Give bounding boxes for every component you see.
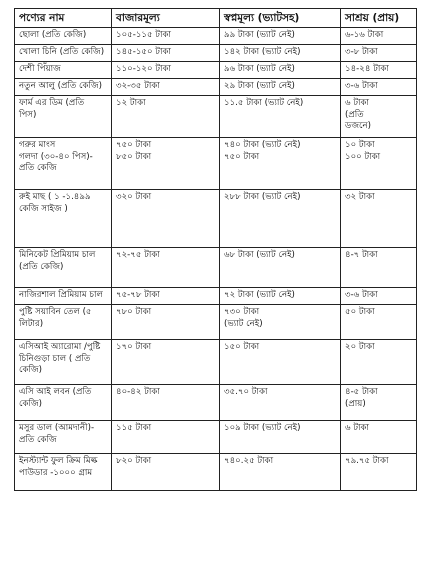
cell-text-line: নতুন আলু (প্রতি কেজি) [19, 81, 103, 92]
cell-text-line: ১০৫-১১৫ টাকা [116, 30, 171, 41]
cell-text-line: ৭৩০ টাকা [224, 307, 260, 318]
table-row [15, 79, 417, 96]
cell-text-line: নাজিরশাল প্রিমিয়াম চাল [19, 290, 103, 301]
table-body [15, 28, 417, 491]
market-price-cell [112, 248, 220, 288]
cell-text-line: ৭৫০ টাকা [116, 140, 152, 151]
cell-text-line: ছোলা (প্রতি কেজি) [19, 30, 87, 41]
cell-text-line: ১১৫ টাকা [116, 423, 152, 434]
cell-text-line: ৭৫-৭৮ টাকা [116, 290, 160, 301]
market-price-cell [112, 45, 220, 62]
market-price-cell [112, 421, 220, 454]
item-name-cell [15, 454, 112, 491]
table-row [15, 62, 417, 79]
saving-cell [341, 248, 417, 288]
saving-cell [341, 28, 417, 45]
cell-text-line: ৭৮০ টাকা [116, 307, 152, 318]
market-price-cell [112, 79, 220, 96]
cell-text-line: ৭২ টাকা (ভ্যাট নেই) [224, 290, 295, 301]
cell-text-line: ৮২০ টাকা [116, 456, 152, 467]
cell-text-line: ৪-৫ টাকা [345, 387, 378, 398]
shwapno-price-cell [220, 385, 341, 421]
table-header [15, 9, 417, 28]
cell-text-line: ১০ টাকা [345, 140, 375, 151]
table-row [15, 96, 417, 138]
item-name-cell [15, 28, 112, 45]
cell-text-line: ৬ টাকা [345, 423, 369, 434]
saving-cell [341, 138, 417, 190]
cell-text-line: দেশী পিঁয়াজ [19, 64, 61, 75]
shwapno-price-cell [220, 190, 341, 248]
cell-text-line: ফার্ম এর ডিম (প্রতি [19, 98, 85, 109]
saving-cell [341, 340, 417, 385]
table-row [15, 305, 417, 340]
cell-text-line: মিনিকেট প্রিমিয়াম চাল [19, 250, 96, 261]
header-row [15, 9, 417, 28]
cell-text-line: ৬-১৬ টাকা [345, 30, 384, 41]
cell-text-line: ৪০-৪২ টাকা [116, 387, 160, 398]
item-name-cell [15, 62, 112, 79]
cell-text-line: ১৭০ টাকা [116, 342, 152, 353]
item-name-cell [15, 385, 112, 421]
cell-text-line: রুই মাছ ( ১ -১.৪৯৯ [19, 192, 91, 203]
cell-text-line: এসি আই লবন (প্রতি [19, 387, 92, 398]
cell-text-line: পাউডার -১০০০ গ্রাম [19, 467, 93, 478]
cell-text-line: ৩-৬ টাকা [345, 290, 378, 301]
saving-cell [341, 79, 417, 96]
cell-text-line: মসুর ডাল (আমদানী)- [19, 423, 95, 434]
cell-text-line: প্রতি কেজি [19, 162, 57, 173]
cell-text-line: চিনিগুড়া চাল ( প্রতি [19, 353, 91, 364]
cell-text-line: ৪-৭ টাকা [345, 250, 378, 261]
market-price-cell [112, 385, 220, 421]
shwapno-price-cell [220, 28, 341, 45]
cell-text-line: এসিআই অ্যারোমা /পুষ্টি [19, 342, 101, 353]
cell-text-line: ১৪-২৪ টাকা [345, 64, 389, 75]
cell-text-line: ৩২-৩৫ টাকা [116, 81, 160, 92]
header-market-price: বাজারমূল্য [112, 9, 220, 28]
table-row [15, 190, 417, 248]
cell-text-line: ৯৯ টাকা (ভ্যাট নেই) [224, 30, 295, 41]
cell-text-line: ডজনে) [345, 120, 371, 131]
cell-text-line: ১৪২ টাকা (ভ্যাট নেই) [224, 47, 301, 58]
item-name-cell [15, 45, 112, 62]
cell-text-line: ৯৬ টাকা (ভ্যাট নেই) [224, 64, 295, 75]
cell-text-line: কেজি) [19, 398, 42, 409]
table-row [15, 454, 417, 491]
cell-text-line: ১১.৫ টাকা (ভ্যাট নেই) [224, 98, 304, 109]
cell-text-line: (প্রতি [345, 109, 364, 120]
market-price-cell [112, 340, 220, 385]
cell-text-line: খোলা চিনি (প্রতি কেজি) [19, 47, 105, 58]
item-name-cell [15, 138, 112, 190]
cell-text-line: (প্রতি কেজি) [19, 261, 64, 272]
cell-text-line: পিস) [19, 109, 37, 120]
header-shwapno-price: স্বপ্নমূল্য (ভ্যাটসহ) [220, 9, 341, 28]
price-comparison-table [14, 8, 417, 491]
shwapno-price-cell [220, 305, 341, 340]
cell-text-line: কেজি সাইজ ) [19, 203, 68, 214]
saving-cell [341, 96, 417, 138]
header-item-name: পণ্যের নাম [15, 9, 112, 28]
cell-text-line: ৩২ টাকা [345, 192, 375, 203]
cell-text-line: ২৯ টাকা (ভ্যাট নেই) [224, 81, 295, 92]
market-price-cell [112, 62, 220, 79]
cell-text-line: ১৪৫-১৫০ টাকা [116, 47, 171, 58]
cell-text-line: (ভ্যাট নেই) [224, 318, 263, 329]
cell-text-line: ১৫০ টাকা [224, 342, 260, 353]
market-price-cell [112, 28, 220, 45]
table-row [15, 385, 417, 421]
item-name-cell [15, 340, 112, 385]
saving-cell [341, 288, 417, 305]
cell-text-line: ২০ টাকা [345, 342, 375, 353]
cell-text-line: ৩-৬ টাকা [345, 81, 378, 92]
cell-text-line: ৩৫.৭০ টাকা [224, 387, 268, 398]
saving-cell [341, 62, 417, 79]
item-name-cell [15, 190, 112, 248]
item-name-cell [15, 96, 112, 138]
saving-cell [341, 45, 417, 62]
cell-text-line: ১০০ টাকা [345, 151, 381, 162]
shwapno-price-cell [220, 340, 341, 385]
table-row [15, 340, 417, 385]
market-price-cell [112, 190, 220, 248]
market-price-cell [112, 138, 220, 190]
cell-text-line: ৩২০ টাকা [116, 192, 152, 203]
market-price-cell [112, 305, 220, 340]
saving-cell [341, 421, 417, 454]
cell-text-line: ১১০-১২০ টাকা [116, 64, 172, 75]
market-price-cell [112, 96, 220, 138]
shwapno-price-cell [220, 454, 341, 491]
cell-text-line: ৭২-৭৫ টাকা [116, 250, 160, 261]
table-row [15, 288, 417, 305]
table-row [15, 421, 417, 454]
cell-text-line: ৮৫০ টাকা [116, 151, 152, 162]
cell-text-line: গলদা (৩০-৪০ পিস)- [19, 151, 93, 162]
cell-text-line: ৫০ টাকা [345, 307, 375, 318]
cell-text-line: ১২ টাকা [116, 98, 146, 109]
shwapno-price-cell [220, 62, 341, 79]
cell-text-line: গরুর মাংস [19, 140, 56, 151]
cell-text-line: পুষ্টি সয়াবিন তেল (৫ [19, 307, 92, 318]
shwapno-price-cell [220, 96, 341, 138]
cell-text-line: ৭৯.৭৫ টাকা [345, 456, 389, 467]
header-saving: সাশ্রয় (প্রায়) [341, 9, 417, 28]
table-row [15, 138, 417, 190]
cell-text-line: ৬ টাকা [345, 98, 369, 109]
cell-text-line: ১০৯ টাকা (ভ্যাট নেই) [224, 423, 301, 434]
shwapno-price-cell [220, 138, 341, 190]
cell-text-line: লিটার) [19, 318, 44, 329]
cell-text-line: ৭৫০ টাকা [224, 151, 260, 162]
saving-cell [341, 190, 417, 248]
saving-cell [341, 454, 417, 491]
cell-text-line: ৬৮ টাকা (ভ্যাট নেই) [224, 250, 295, 261]
cell-text-line: প্রতি কেজি [19, 434, 57, 445]
saving-cell [341, 385, 417, 421]
shwapno-price-cell [220, 288, 341, 305]
item-name-cell [15, 305, 112, 340]
cell-text-line: ২৮৮ টাকা (ভ্যাট নেই) [224, 192, 301, 203]
cell-text-line: ইনস্ট্যান্ট ফুল ক্রিম মিল্ক [19, 456, 98, 467]
shwapno-price-cell [220, 45, 341, 62]
shwapno-price-cell [220, 421, 341, 454]
cell-text-line: (প্রায়) [345, 398, 366, 409]
cell-text-line: ৭৪০.২৫ টাকা [224, 456, 274, 467]
table-row [15, 28, 417, 45]
item-name-cell [15, 421, 112, 454]
item-name-cell [15, 288, 112, 305]
item-name-cell [15, 248, 112, 288]
cell-text-line: ৩-৮ টাকা [345, 47, 378, 58]
shwapno-price-cell [220, 248, 341, 288]
saving-cell [341, 305, 417, 340]
cell-text-line: কেজি) [19, 364, 42, 375]
table-row [15, 45, 417, 62]
market-price-cell [112, 454, 220, 491]
shwapno-price-cell [220, 79, 341, 96]
item-name-cell [15, 79, 112, 96]
market-price-cell [112, 288, 220, 305]
cell-text-line: ৭৪০ টাকা (ভ্যাট নেই) [224, 140, 301, 151]
table-row [15, 248, 417, 288]
